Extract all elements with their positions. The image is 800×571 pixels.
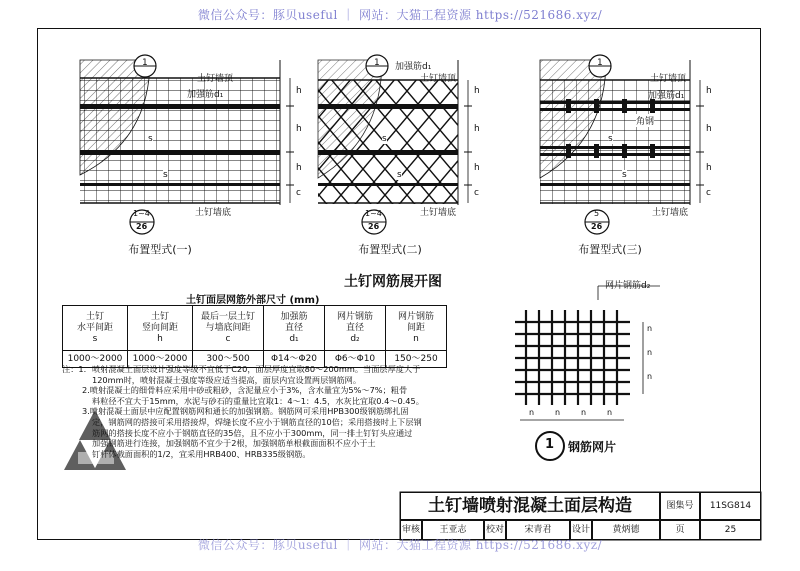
diagram-2-bottom-label: 土钉墙底 [420,208,457,218]
drawing-title: 土钉墙喷射混凝土面层构造 [400,492,660,520]
diagram-1-h-label: h [296,86,302,96]
value-cell: 1000～2000 [128,351,193,368]
diagram-2-ref-top-num: 1 [374,58,380,68]
page-number: 25 [700,520,761,540]
note-line: 加强钢筋进行连接，加强钢筋不宜少于2根，加强钢筋单根截面面积不应小于土 [92,438,376,449]
diagram-2-rebar-label: 加强筋d₁ [395,62,432,72]
detail-title: 土钉网筋展开图 [344,274,442,290]
diagram-1-rebar-label: 加强筋d₁ [187,90,224,100]
diagram-3-ref-top-num: 1 [597,58,603,68]
diagram-3-top-label: 土钉墙顶 [650,74,687,84]
atlas-number: 11SG814 [700,492,761,520]
design-label: 设计 [570,520,592,540]
header-cell: 加强筋 直径 d₁ [264,306,325,351]
diagram-3-rebar-label: 加强筋d₁ [648,91,685,101]
mesh-ref-num: 1 [545,437,555,452]
note-line: 喷射混凝土面层设计强度等级不宜低于C20，面层厚度宜取80～200mm。当面层厚度大于 [92,364,421,374]
diagram-3-caption: 布置型式(三) [578,243,642,256]
atlas-label: 图集号 [660,492,700,520]
diagram-1-h-label-3: h [296,163,302,173]
note-line: 料粒径不宜大于15mm，水泥与砂石的重量比宜取1：4～1：4.5，水灰比宜取0.4～0.45。 [92,395,424,406]
value-cell: 300～500 [193,351,264,368]
diagram-2-c-label: c [474,188,479,198]
diagram-3-s-label-2: s [622,170,627,180]
diagram-3-h-label-2: h [706,124,712,134]
mesh-n-label-4: n [529,408,535,417]
diagram-2-s-label: s [382,134,387,144]
mesh-n-label: n [647,324,653,333]
value-cell: 150～250 [386,351,447,368]
mesh-ref-text: 钢筋网片 [568,440,617,454]
watermark-bottom: 微信公众号：豚贝useful ｜ 网站：大猫工程资源 https://521686.xyz/ [197,538,603,552]
page-label: 页 [660,520,700,540]
mesh-n-label-3: n [647,372,653,381]
diagram-1-bottom-label: 土钉墙底 [195,208,232,218]
diagram-3-s-label: s [608,134,613,144]
check-name: 宋青君 [506,520,570,540]
diagram-3-angle-label: 角钢 [636,114,654,127]
value-cell: Φ14～Φ20 [264,351,325,368]
header-cell: 土钉 水平间距 s [63,306,128,351]
layout-diagram-1 [80,60,294,205]
diagram-1-ref-bot-den: 26 [136,222,148,231]
diagram-1-top-label: 土钉墙顶 [197,74,234,84]
diagram-2-h-label-3: h [474,163,480,173]
diagram-3-bottom-label: 土钉墙底 [652,208,689,218]
header-cell: 网片钢筋 间距 n [386,306,447,351]
note-line: 120mm时，喷射混凝土强度等级应适当提高，面层内宜设置两层钢筋网。 [92,374,362,385]
diagram-2-s-label-2: s [397,170,402,180]
note-line: 定，钢筋网的搭接可采用搭接焊，焊缝长度不应小于钢筋直径的10倍；采用搭接时上下层钢 [92,417,422,427]
review-name: 王亚志 [422,520,484,540]
check-label: 校对 [484,520,506,540]
diagram-1-ref-bot-num: 1~4 [133,209,150,218]
diagram-3-ref-bot-den: 26 [591,222,603,231]
diagram-2-ref-bot-den: 26 [368,222,380,231]
notes-head: 注：1. [62,364,87,374]
mesh-n-label-7: n [607,408,613,417]
diagram-1-s-label-2: s [163,170,168,180]
diagram-1-caption: 布置型式(一) [128,243,192,256]
mesh-n-label-2: n [647,348,653,357]
note-line: 2.喷射混凝土的细骨料应采用中砂或粗砂，含泥量应小于3%，含水量宜为5%～7%；粗骨 [82,385,408,396]
header-cell: 最后一层土钉 与墙底间距 c [193,306,264,351]
diagram-3-c-label: c [706,188,711,198]
note-line: 3.喷射混凝土面层中应配置钢筋网和通长的加强钢筋。钢筋网可采用HPB300级钢筋绑扎固 [82,406,409,417]
design-name: 黄炳德 [592,520,660,540]
mesh-rebar-label: 网片钢筋d₂ [605,281,651,291]
diagram-3-h-label-3: h [706,163,712,173]
watermark-top: 微信公众号：豚贝useful ｜ 网站：大猫工程资源 https://521686.xyz/ [197,8,603,22]
diagram-1-h-label-2: h [296,124,302,134]
dimension-table [62,305,447,368]
review-label: 审核 [400,520,422,540]
mesh-detail [515,310,630,405]
mesh-n-label-6: n [581,408,587,417]
note-line: 钉杆体截面面积的1/2，宜采用HRB400、HRB335级钢筋。 [92,448,311,459]
diagram-2-caption: 布置型式(二) [358,243,422,256]
diagram-1-s-label: s [148,134,153,144]
diagram-3-ref-bot-num: 5 [594,209,600,218]
diagram-2-ref-bot-num: 1~4 [365,209,382,218]
diagram-1-ref-top-num: 1 [142,58,148,68]
value-cell: 1000～2000 [63,351,128,368]
mesh-n-label-5: n [555,408,561,417]
header-cell: 土钉 竖向间距 h [128,306,193,351]
diagram-2-top-label: 土钉墙顶 [420,74,457,84]
diagram-1-c-label: c [296,188,301,198]
table-title: 土钉面层网筋外部尺寸 (mm) [186,295,320,306]
title-block [400,492,760,540]
diagram-2-h-label-2: h [474,124,480,134]
value-cell: Φ6～Φ10 [325,351,386,368]
diagram-2-h-label: h [474,86,480,96]
diagram-3-h-label: h [706,86,712,96]
header-cell: 网片钢筋 直径 d₂ [325,306,386,351]
note-line: 筋网的搭接长度不应小于钢筋直径的35倍，且不应小于300mm，同一排土钉钉头应通过 [92,427,413,438]
